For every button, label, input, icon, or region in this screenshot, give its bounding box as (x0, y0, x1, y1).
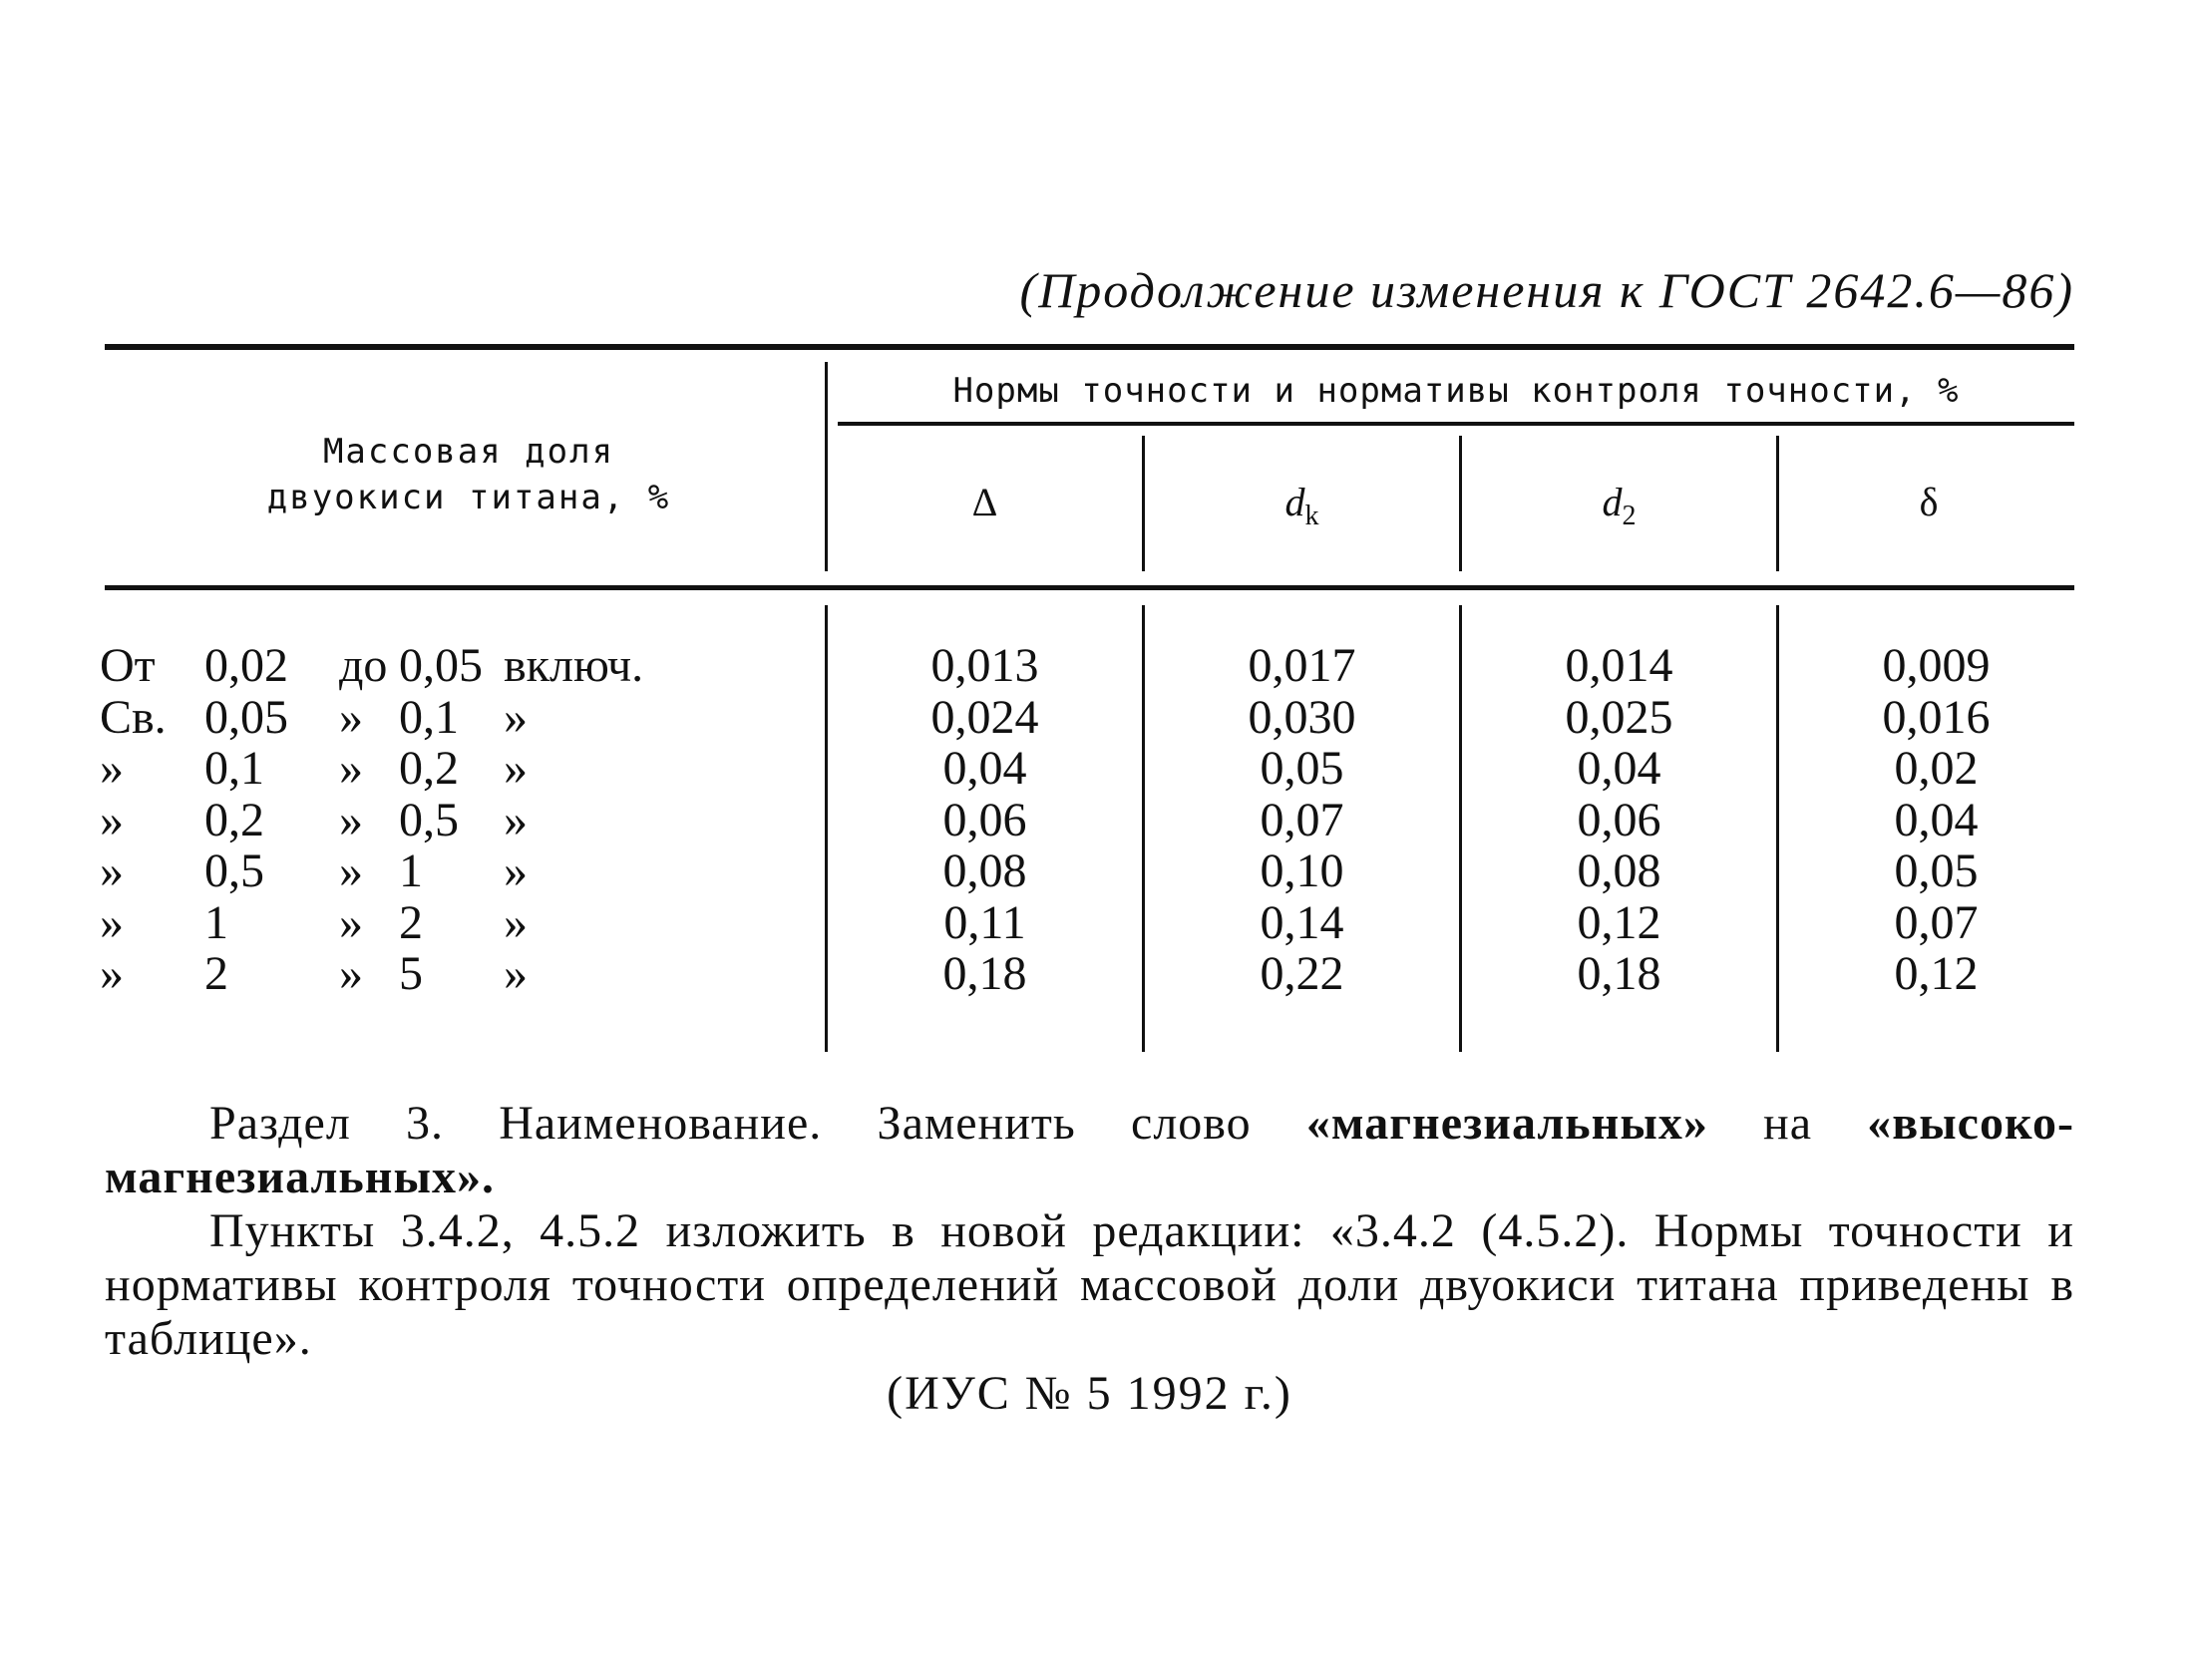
row-label-from: 0,2 (204, 794, 264, 846)
table-cell: 0,014 (1565, 639, 1673, 692)
table-cell: 0,11 (943, 896, 1026, 949)
table-cell: 0,22 (1260, 947, 1344, 1000)
table-cell: 0,07 (1894, 896, 1979, 949)
col-symbol: d (1284, 480, 1305, 524)
table-cell: 0,12 (1577, 896, 1661, 949)
table-cell: 0,02 (1894, 742, 1979, 795)
table-cell: 0,18 (1577, 947, 1661, 1000)
table-cell: 0,18 (942, 947, 1027, 1000)
row-label-mid: » (339, 742, 363, 795)
table-cell: 0,04 (1894, 794, 1979, 846)
row-label-prefix: » (100, 896, 124, 949)
paragraph-bold-term: «высоко-магнезиальных». (105, 1097, 2074, 1203)
row-label-suffix: » (504, 794, 528, 846)
table-cell: 0,08 (942, 844, 1027, 897)
row-label-from: 0,02 (204, 639, 288, 692)
source-reference: (ИУС № 5 1992 г.) (887, 1367, 1292, 1420)
table-cell: 0,025 (1565, 691, 1673, 744)
row-label-suffix: » (504, 742, 528, 795)
row-label-to: 5 (399, 947, 423, 1000)
table-cell: 0,07 (1260, 794, 1344, 846)
col-symbol: δ (1919, 480, 1939, 524)
table-cell: 0,05 (1260, 742, 1344, 795)
row-label-mid: » (339, 691, 363, 744)
row-label-from: 2 (204, 947, 228, 1000)
paragraph-text: Пункты 3.4.2, 4.5.2 изложить в новой редакции: «3.4.2 (4.5.2). Нормы точности и нормативы контроля точности определений массовой доли двуокиси титана приведены в таблице». (105, 1204, 2074, 1365)
row-label-suffix: » (504, 947, 528, 1000)
table-cell: 0,08 (1577, 844, 1661, 897)
row-header: Массовая доля двуокиси титана, % (266, 432, 671, 517)
table-cell: 0,12 (1894, 947, 1979, 1000)
table-cell: 0,04 (942, 742, 1027, 795)
row-label-to: 1 (399, 844, 423, 897)
group-header-rule (838, 422, 2074, 426)
col-header-d2 (1462, 479, 1776, 532)
row-label-suffix: » (504, 896, 528, 949)
row-label-to: 0,5 (399, 794, 459, 846)
paragraph-text: Раздел 3. Наименование. Заменить слово (209, 1097, 1306, 1150)
col-header-delta (828, 479, 1142, 525)
row-label-from: 0,1 (204, 742, 264, 795)
col-symbol: Δ (971, 480, 998, 524)
table-cell: 0,030 (1248, 691, 1356, 744)
table-cell: 0,06 (942, 794, 1027, 846)
table-cell: 0,05 (1894, 844, 1979, 897)
table-cell: 0,024 (930, 691, 1039, 744)
row-label-prefix: » (100, 844, 124, 897)
row-label-mid: » (339, 844, 363, 897)
row-label-mid: » (339, 947, 363, 1000)
row-label-mid: » (339, 794, 363, 846)
paragraph-text: на (1707, 1097, 1868, 1150)
paragraph-clauses (105, 1204, 2074, 1366)
row-label-prefix: » (100, 947, 124, 1000)
row-label-prefix: » (100, 742, 124, 795)
row-label-to: 0,05 (399, 639, 483, 692)
row-label-prefix: » (100, 794, 124, 846)
row-label-suffix: » (504, 844, 528, 897)
col-symbol: d (1602, 480, 1623, 524)
col-subscript: k (1304, 501, 1319, 531)
table-cell: 0,14 (1260, 896, 1344, 949)
table-cell: 0,06 (1577, 794, 1661, 846)
paragraph-section-3 (105, 1097, 2074, 1204)
row-label-mid: до (339, 639, 388, 692)
row-label-to: 0,2 (399, 742, 459, 795)
table-header-rule (105, 585, 2074, 590)
table-cell: 0,016 (1882, 691, 1991, 744)
table-cell: 0,04 (1577, 742, 1661, 795)
table-cell: 0,017 (1248, 639, 1356, 692)
col-header-dk (1145, 479, 1459, 532)
row-label-suffix: включ. (504, 639, 644, 692)
table-cell: 0,10 (1260, 844, 1344, 897)
row-label-to: 2 (399, 896, 423, 949)
group-header: Нормы точности и нормативы контроля точности, % (952, 371, 1960, 411)
table-cell: 0,009 (1882, 639, 1991, 692)
table-top-rule (105, 344, 2074, 350)
row-label-suffix: » (504, 691, 528, 744)
row-label-prefix: От (100, 639, 156, 692)
row-label-from: 1 (204, 896, 228, 949)
row-label-mid: » (339, 896, 363, 949)
table-divider (825, 362, 828, 571)
row-label-to: 0,1 (399, 691, 459, 744)
col-header-small-delta (1779, 479, 2078, 525)
row-label-from: 0,05 (204, 691, 288, 744)
continuation-header: (Продолжение изменения к ГОСТ 2642.6—86) (1019, 262, 2074, 318)
paragraph-bold-term: «магнезиальных» (1305, 1097, 1708, 1150)
row-label-prefix: Св. (100, 691, 167, 744)
table-cell: 0,013 (930, 639, 1039, 692)
row-label-from: 0,5 (204, 844, 264, 897)
col-subscript: 2 (1622, 501, 1637, 531)
